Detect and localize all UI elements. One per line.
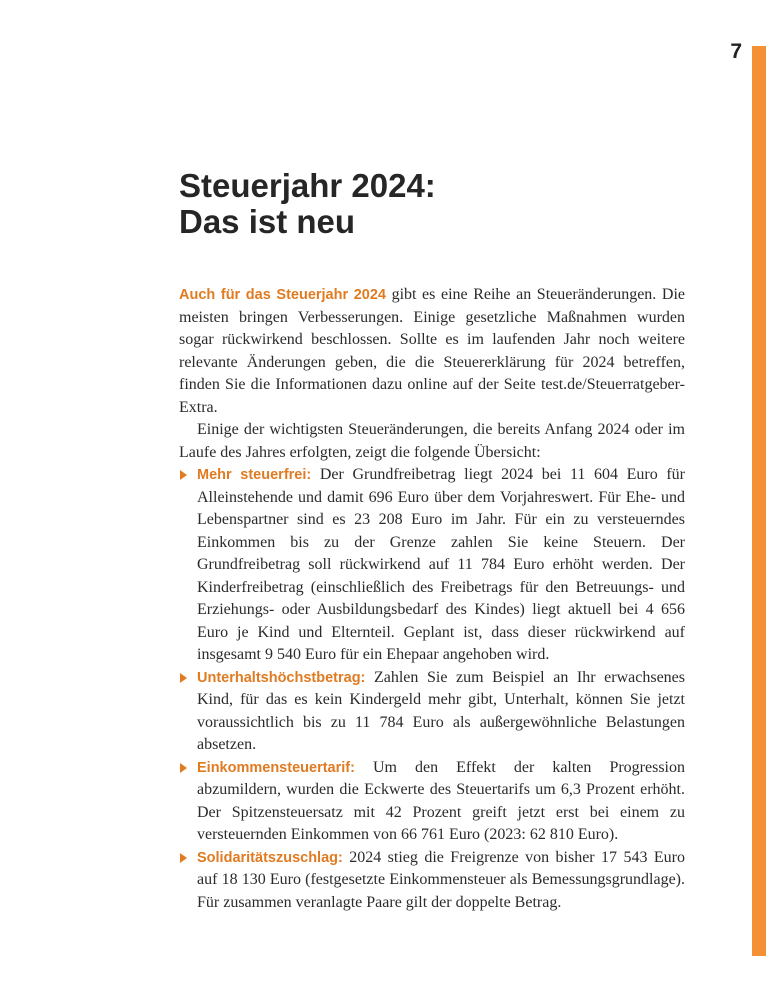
page-number: 7 [730, 40, 742, 63]
list-item-keyword: Einkommensteuertarif: [197, 759, 355, 776]
list-item-text: Der Grundfreibetrag liegt 2024 bei 11 604 Euro für Alleinstehende und damit 696 Euro über dem Vorjahreswert. Für Ehe- und Lebenspartner sind es 23 208 Euro im Jahr. Für ein zu versteuerndes Einkommen bis zu der Grenze zahlen Sie keine Steuern. Der Grundfreibetrag soll rückwirkend auf 11 784 Euro erhöht werden. Der Kinderfreibetrag (einschließlich des Freibetrags für den Betreuungs- und Erziehungs- oder Ausbildungsbedarf des Kindes) liegt aktuell bei 4 656 Euro je Kind und Elternteil. Geplant ist, dass dieser rückwirkend auf insgesamt 9 540 Euro für ein Ehepaar angehoben wird. [197, 466, 685, 663]
intro-lead: Auch für das Steuerjahr 2024 [179, 287, 386, 303]
intro-text: gibt es eine Reihe an Steueränderungen. Die meisten bringen Verbesserungen. Einige gesetzliche Maßnahmen wurden sogar rückwirkend beschlossen. Sollte es im laufenden Jahr noch weitere relevante Änderungen geben, die die Steuererklärung für 2024 betreffen, finden Sie die Informationen dazu online auf der Seite test.de/Steuerratgeber-Extra. [179, 286, 685, 416]
list-item-keyword: Solidaritätszuschlag: [197, 849, 343, 866]
triangle-bullet-icon [180, 853, 187, 863]
page-title-line-1: Steuerjahr 2024: [179, 167, 436, 204]
overview-paragraph: Einige der wichtigsten Steueränderungen, die bereits Anfang 2024 oder im Laufe des Jahres erfolgten, zeigt die folgende Übersicht: [179, 421, 685, 461]
triangle-bullet-icon [180, 763, 187, 773]
list-item-keyword: Mehr steuerfrei: [197, 467, 312, 483]
list-item-text: Zahlen Sie zum Beispiel an Ihr erwachsenes Kind, für das es kein Kindergeld mehr gibt, Unterhalt, können Sie jetzt voraussichtlich bis zu 11 784 Euro als außergewöhnliche Belastungen absetzen. [197, 668, 685, 753]
changes-list [179, 464, 685, 914]
list-item [179, 667, 685, 757]
list-item-keyword: Unterhaltshöchstbetrag: [197, 669, 366, 686]
list-item-text: Um den Effekt der kalten Progression abzumildern, wurden die Eckwerte des Steuertarifs um 6,3 Prozent erhöht. Der Spitzensteuersatz mit 42 Prozent greift jetzt erst bei einem zu versteuernden Einkommen von 66 761 Euro (2023: 62 810 Euro). [197, 758, 685, 843]
page-edge-accent-bar [752, 46, 766, 956]
triangle-bullet-icon [180, 673, 187, 683]
intro-paragraph [179, 284, 685, 419]
triangle-bullet-icon [180, 470, 187, 480]
page-title-line-2: Das ist neu [179, 203, 356, 240]
list-item [179, 847, 685, 915]
list-item-text: 2024 stieg die Freigrenze von bisher 17 543 Euro auf 18 130 Euro (festgesetzte Einkommensteuer als Bemessungsgrundlage). Für zusammen veranlagte Paare gilt der doppelte Betrag. [197, 848, 685, 911]
list-item [179, 757, 685, 847]
page-title [179, 168, 436, 240]
list-item [179, 464, 685, 667]
article-body [179, 284, 685, 914]
